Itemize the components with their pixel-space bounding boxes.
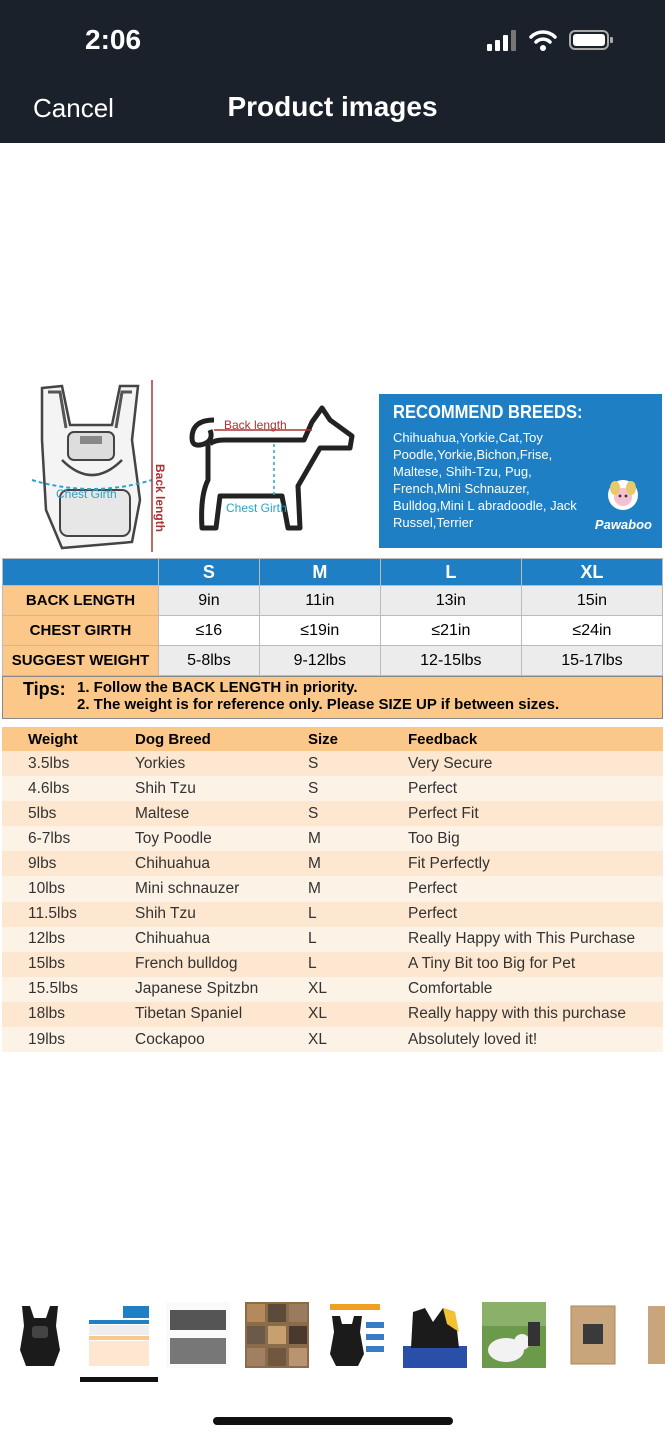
feedback-header-size: Size (282, 727, 382, 751)
carrier-chest-girth-label: Chest Girth (56, 487, 117, 501)
feedback-text-cell: Perfect (382, 776, 663, 801)
brand-logo (595, 478, 652, 532)
carrier-illustration (22, 380, 172, 552)
feedback-row (2, 751, 663, 776)
feedback-text-cell: Really happy with this purchase (382, 1002, 663, 1027)
size-row-suggest-weight (3, 646, 663, 676)
feedback-row (2, 876, 663, 901)
yellow-carrier-thumbnail-image (403, 1302, 467, 1368)
carrier-back-length-label: Back length (153, 464, 167, 533)
size-cell: 5-8lbs (159, 646, 260, 676)
feedback-row (2, 927, 663, 952)
feedback-header-breed: Dog Breed (109, 727, 282, 751)
feedback-row (2, 952, 663, 977)
feedback-row (2, 826, 663, 851)
wifi-icon (529, 29, 557, 51)
size-cell: ≤19in (259, 616, 380, 646)
size-row-chest-girth (3, 616, 663, 646)
feedback-weight-cell: 4.6lbs (2, 776, 109, 801)
product-image[interactable] (0, 380, 665, 1060)
recommend-breeds-text: Chihuahua,Yorkie,Cat,Toy Poodle,Yorkie,Bichon,Frise, Maltese, Shih-Tzu, Pug, French,Mini Schnauzer, Bulldog,Mini L abradoodle, Jack Russel,Terrier (393, 430, 577, 530)
feedback-weight-cell: 18lbs (2, 1002, 109, 1027)
brand-mascot-icon (606, 478, 640, 512)
tips-line-1: 1. Follow the BACK LENGTH in priority. (77, 679, 358, 696)
feedback-text-cell: Perfect (382, 876, 663, 901)
feedback-breed-cell: Cockapoo (109, 1027, 282, 1052)
feedback-weight-cell: 3.5lbs (2, 751, 109, 776)
feedback-size-cell: M (282, 851, 382, 876)
size-row-label: CHEST GIRTH (3, 616, 159, 646)
page-title: Product images (227, 91, 438, 122)
recommend-breeds-box (379, 394, 662, 548)
feedback-breed-cell: Japanese Spitzbn (109, 977, 282, 1002)
feedback-size-cell: XL (282, 1002, 382, 1027)
dog-chest-girth-label: Chest Girth (226, 501, 287, 515)
size-cell: ≤21in (380, 616, 521, 646)
feedback-weight-cell: 10lbs (2, 876, 109, 901)
feedback-size-cell: S (282, 751, 382, 776)
feedback-size-cell: S (282, 776, 382, 801)
feedback-size-cell: M (282, 876, 382, 901)
brand-name: Pawaboo (594, 517, 652, 532)
feedback-size-cell: XL (282, 977, 382, 1002)
feedback-breed-cell: Shih Tzu (109, 776, 282, 801)
size-cell: ≤24in (521, 616, 662, 646)
size-cell: 15-17lbs (521, 646, 662, 676)
thumb-all-new-upgrade[interactable] (324, 1302, 388, 1368)
size-row-label: BACK LENGTH (3, 586, 159, 616)
feedback-text-cell: Perfect Fit (382, 801, 663, 826)
top-bar (0, 0, 665, 143)
thumbnail-strip (0, 1302, 665, 1372)
cellular-signal-icon (487, 29, 517, 51)
size-chart-thumbnail-image (87, 1302, 151, 1368)
feedback-size-cell: L (282, 952, 382, 977)
size-cell: 12-15lbs (380, 646, 521, 676)
feedback-breed-cell: Yorkies (109, 751, 282, 776)
easy-to-use-thumbnail-image (166, 1302, 230, 1368)
outdoor-dog-thumbnail-image (482, 1302, 546, 1368)
thumb-easy-to-use[interactable] (166, 1302, 230, 1368)
tips-line-2: 2. The weight is for reference only. Please SIZE UP if between sizes. (77, 696, 560, 713)
partial-thumbnail-image (640, 1302, 665, 1368)
size-header-s: S (159, 559, 260, 586)
cancel-button[interactable]: Cancel (33, 93, 114, 123)
size-cell: 9-12lbs (259, 646, 380, 676)
feedback-header-feedback: Feedback (382, 727, 663, 751)
feedback-weight-cell: 11.5lbs (2, 902, 109, 927)
size-cell: ≤16 (159, 616, 260, 646)
dog-back-length-label: Back length (224, 418, 287, 432)
feedback-weight-cell: 5lbs (2, 801, 109, 826)
thumb-carrier-yellow[interactable] (403, 1302, 467, 1368)
feedback-breed-cell: Chihuahua (109, 851, 282, 876)
feedback-text-cell: Too Big (382, 826, 663, 851)
feedback-weight-cell: 19lbs (2, 1027, 109, 1052)
feedback-text-cell: Very Secure (382, 751, 663, 776)
size-header-m: M (259, 559, 380, 586)
feedback-size-cell: L (282, 902, 382, 927)
size-row-label: SUGGEST WEIGHT (3, 646, 159, 676)
feedback-header-weight: Weight (2, 727, 109, 751)
thumb-size-chart[interactable] (87, 1302, 151, 1368)
feedback-weight-cell: 15.5lbs (2, 977, 109, 1002)
feedback-breed-cell: Chihuahua (109, 927, 282, 952)
selected-thumbnail-indicator (80, 1377, 158, 1382)
feedback-row (2, 902, 663, 927)
status-time: 2:06 (85, 24, 142, 55)
thumb-box[interactable] (561, 1302, 625, 1368)
tips-box (2, 676, 663, 719)
size-cell: 15in (521, 586, 662, 616)
feedback-size-cell: XL (282, 1027, 382, 1052)
feedback-breed-cell: Tibetan Spaniel (109, 1002, 282, 1027)
size-cell: 13in (380, 586, 521, 616)
feedback-row (2, 851, 663, 876)
recommend-breeds-title: RECOMMEND BREEDS: (393, 402, 583, 422)
feedback-text-cell: Absolutely loved it! (382, 1027, 663, 1052)
size-cell: 11in (259, 586, 380, 616)
feedback-text-cell: Really Happy with This Purchase (382, 927, 663, 952)
thumb-carrier-front[interactable] (8, 1302, 72, 1368)
feedback-row (2, 1002, 663, 1027)
feedback-table (2, 727, 663, 1052)
feedback-row (2, 977, 663, 1002)
upgrade-thumbnail-image (324, 1302, 388, 1368)
feedback-breed-cell: Maltese (109, 801, 282, 826)
thumb-outdoor-dog[interactable] (482, 1302, 546, 1368)
feedback-row (2, 776, 663, 801)
battery-icon (569, 29, 615, 51)
feedback-text-cell: Fit Perfectly (382, 851, 663, 876)
home-indicator[interactable] (213, 1417, 453, 1425)
size-row-back-length (3, 586, 663, 616)
dog-collage-thumbnail-image (245, 1302, 309, 1368)
feedback-text-cell: Comfortable (382, 977, 663, 1002)
feedback-table-body (2, 751, 663, 1052)
size-table (2, 558, 663, 676)
dog-outline-illustration (184, 400, 364, 535)
size-header-blank (3, 559, 159, 586)
box-thumbnail-image (561, 1302, 625, 1368)
size-header-l: L (380, 559, 521, 586)
feedback-weight-cell: 9lbs (2, 851, 109, 876)
feedback-row (2, 1027, 663, 1052)
feedback-size-cell: S (282, 801, 382, 826)
feedback-size-cell: L (282, 927, 382, 952)
feedback-header-row (2, 727, 663, 751)
feedback-weight-cell: 12lbs (2, 927, 109, 952)
thumb-partial[interactable] (640, 1302, 665, 1368)
feedback-breed-cell: Toy Poodle (109, 826, 282, 851)
size-cell: 9in (159, 586, 260, 616)
size-header-xl: XL (521, 559, 662, 586)
size-header-row (3, 559, 663, 586)
feedback-weight-cell: 15lbs (2, 952, 109, 977)
feedback-breed-cell: French bulldog (109, 952, 282, 977)
feedback-row (2, 801, 663, 826)
status-icons (487, 29, 615, 51)
tips-label: Tips: (23, 679, 66, 699)
carrier-thumbnail-image (8, 1302, 72, 1368)
feedback-breed-cell: Mini schnauzer (109, 876, 282, 901)
thumb-dog-collage[interactable] (245, 1302, 309, 1368)
feedback-breed-cell: Shih Tzu (109, 902, 282, 927)
feedback-text-cell: A Tiny Bit too Big for Pet (382, 952, 663, 977)
feedback-size-cell: M (282, 826, 382, 851)
feedback-weight-cell: 6-7lbs (2, 826, 109, 851)
feedback-text-cell: Perfect (382, 902, 663, 927)
